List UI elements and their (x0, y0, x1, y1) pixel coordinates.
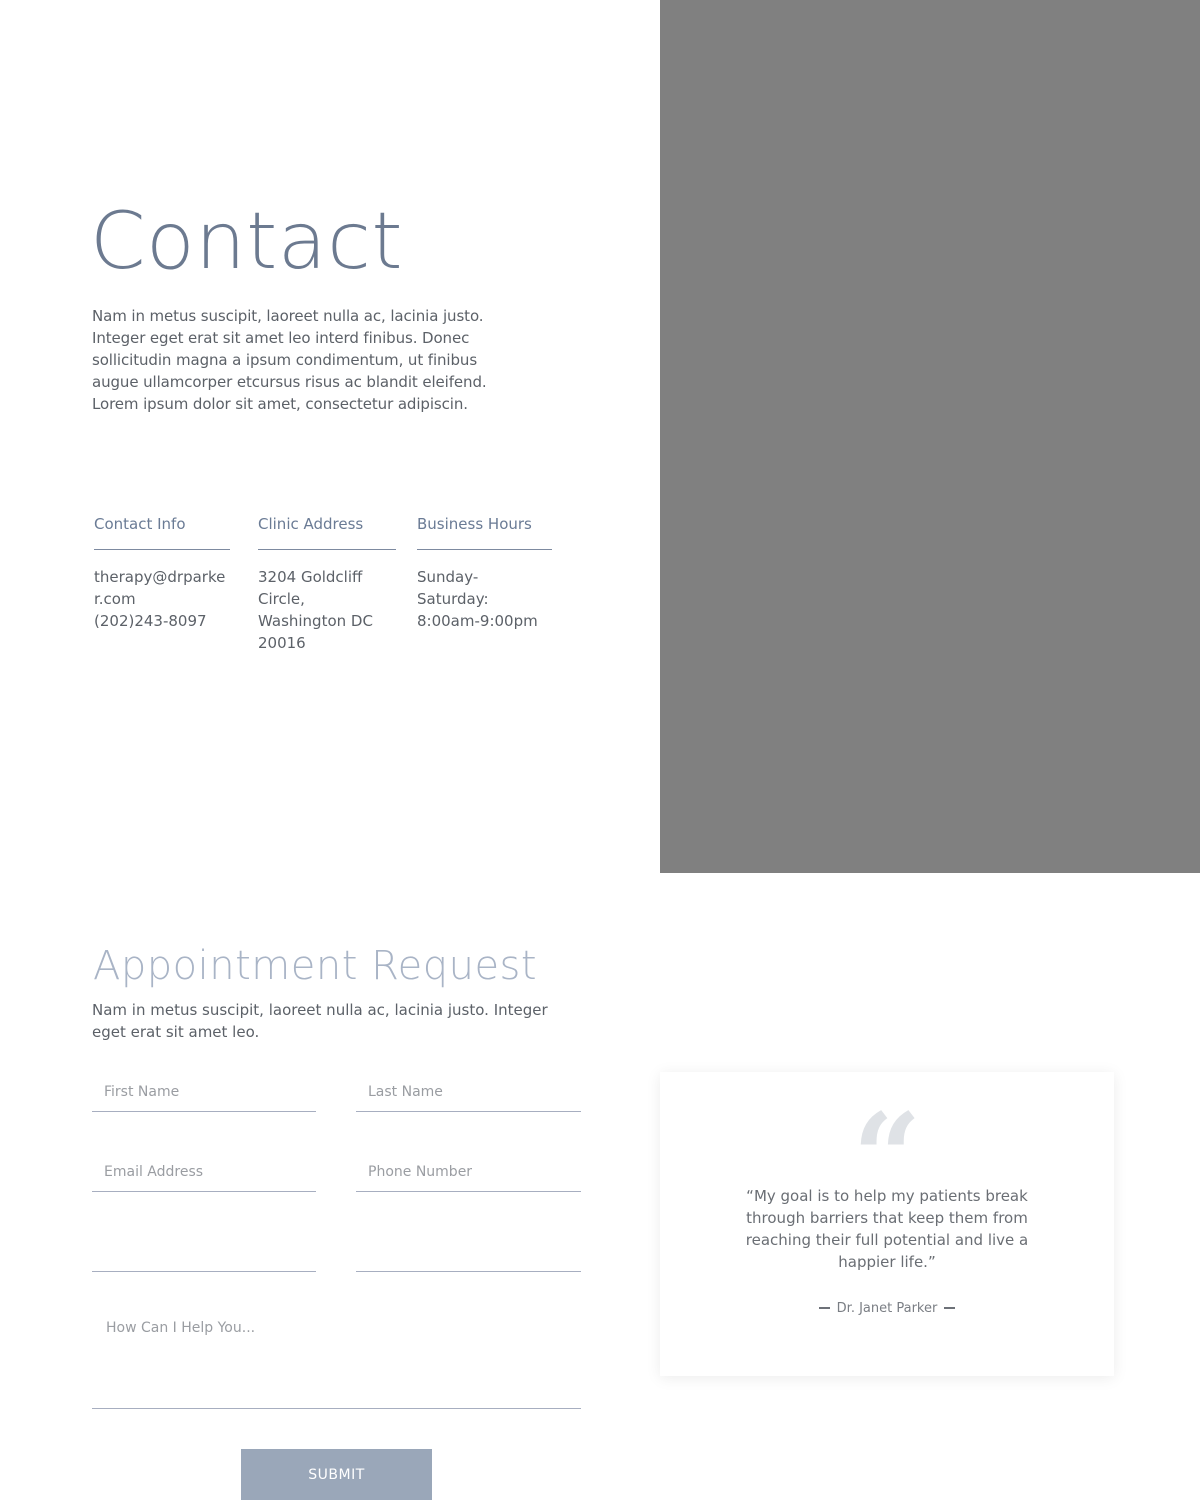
submit-button[interactable]: SUBMIT (241, 1449, 432, 1500)
address-line-1: 3204 Goldcliff Circle, (258, 568, 363, 608)
contact-info-heading: Contact Info (94, 512, 230, 550)
quote-icon: “ (852, 1098, 922, 1178)
contact-intro: Nam in metus suscipit, laoreet nulla ac, lacinia justo. Integer eget erat sit amet leo interd finibus. Donec sollicitudin magna a ipsum condimentum, ut finibus augue ullamcorper etcursus risus ac blandit eleifend. Lorem ipsum dolor sit amet, consectetur adipiscin. (92, 307, 487, 413)
business-hours-column (417, 512, 552, 632)
message-textarea[interactable] (92, 1306, 581, 1409)
business-hours-heading: Business Hours (417, 512, 552, 550)
appointment-title: Appointment Request (93, 943, 538, 989)
appointment-intro: Nam in metus suscipit, laoreet nulla ac, lacinia justo. Integer eget erat sit amet leo. (92, 1001, 548, 1041)
clinic-address-body (258, 566, 396, 654)
hours-days: Sunday-Saturday: (417, 568, 489, 608)
address-line-2: Washington DC 20016 (258, 612, 373, 652)
contact-email[interactable]: therapy@drparker.com (94, 568, 226, 608)
clinic-address-heading: Clinic Address (258, 512, 396, 550)
clinic-address-column (258, 512, 396, 654)
quote-author: Dr. Janet Parker (836, 1301, 938, 1316)
quote-text: “My goal is to help my patients break through barriers that keep them from reaching their full potential and live a happier life.” (745, 1187, 1029, 1271)
extra-field-2[interactable] (356, 1232, 581, 1272)
contact-info-column (94, 512, 230, 632)
contact-info-body (94, 566, 230, 632)
last-name-input[interactable] (356, 1072, 581, 1112)
email-input[interactable] (92, 1152, 316, 1192)
contact-phone[interactable]: (202)243-8097 (94, 612, 207, 630)
dash-left-icon (819, 1307, 830, 1309)
business-hours-body (417, 566, 552, 632)
hours-time: 8:00am-9:00pm (417, 612, 538, 630)
first-name-input[interactable] (92, 1072, 316, 1112)
phone-input[interactable] (356, 1152, 581, 1192)
dash-right-icon (944, 1307, 955, 1309)
testimonial-card (660, 1072, 1114, 1376)
extra-field-1[interactable] (92, 1232, 316, 1272)
contact-title: Contact (90, 197, 404, 287)
quote-author-line (660, 1299, 1114, 1319)
hero-image-placeholder (660, 0, 1200, 873)
